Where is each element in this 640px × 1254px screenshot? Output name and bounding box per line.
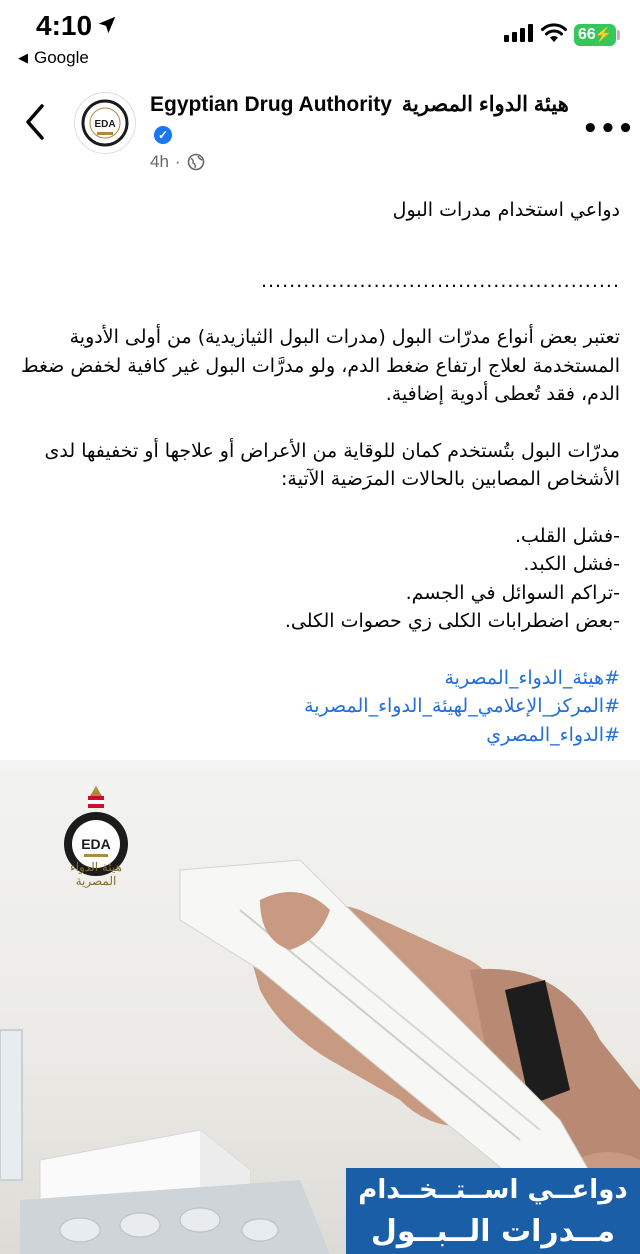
image-logo-text: EDA <box>81 836 111 852</box>
page-name-en: Egyptian Drug Authority <box>150 93 392 116</box>
eda-logo-icon <box>81 99 129 147</box>
battery-indicator <box>574 24 616 46</box>
page-avatar[interactable] <box>74 92 136 154</box>
page-name[interactable] <box>150 90 570 150</box>
back-to-app-link[interactable] <box>18 48 89 68</box>
status-time: 4:10 <box>36 10 93 41</box>
cellular-signal-icon <box>504 24 533 42</box>
post-image[interactable] <box>0 760 640 1254</box>
post-body <box>20 196 620 749</box>
hashtag-link[interactable]: #الدواء_المصري <box>486 723 620 746</box>
more-options-icon[interactable]: ••• <box>582 114 635 144</box>
battery-cap <box>617 30 620 40</box>
post-time[interactable]: 4h <box>150 152 169 171</box>
status-bar <box>0 0 640 67</box>
battery-level: 66 <box>578 26 596 43</box>
list-item: -فشل القلب. <box>515 524 620 547</box>
image-logo-caption: هيئة الدواء المصرية <box>70 860 122 888</box>
list-item: -تراكم السوائل في الجسم. <box>405 581 620 604</box>
post-separator: ................................................... <box>260 269 620 292</box>
list-item: -فشل الكبد. <box>523 553 620 575</box>
charging-bolt-icon: ⚡ <box>594 26 612 42</box>
verified-badge-icon: ✓ <box>154 126 172 144</box>
post-header <box>0 84 640 184</box>
banner-line-2: مــدرات الــبــول <box>370 1214 616 1249</box>
hashtag-link[interactable]: #هيئة_الدواء_المصرية <box>444 666 620 689</box>
post-title: دواعي استخدام مدرات البول <box>392 199 620 221</box>
back-triangle-icon: ◀ <box>18 50 28 65</box>
globe-icon <box>187 153 205 171</box>
hashtag-link[interactable]: #المركز_الإعلامي_لهيئة_الدواء_المصرية <box>304 695 620 717</box>
back-app-label: Google <box>34 48 89 67</box>
banner-line-1: دواعــي اســتــخــدام <box>358 1175 628 1205</box>
post-paragraph-2: مدرّات البول بتُستخدم كمان للوقاية من الأعراض أو علاجها أو تخفيفها لدى الأشخاص المصابين بالحالات المرَضية الآتية: <box>44 439 620 490</box>
back-chevron-icon[interactable] <box>22 102 48 142</box>
post-meta <box>150 152 205 172</box>
post-paragraph-1: تعتبر بعض أنواع مدرّات البول (مدرات البول الثيازيدية) من أولى الأدوية المستخدمة لعلاج ارتفاع ضغط الدم، ولو مدرَّات البول غير كافية لخفض ضغط الدم، فقد تُعطى أدوية إضافية. <box>20 326 620 405</box>
image-banner <box>346 1168 640 1254</box>
meta-separator: · <box>174 152 181 171</box>
page-name-ar: هيئة الدواء المصرية <box>401 93 569 116</box>
list-item: -بعض اضطرابات الكلى زي حصوات الكلى. <box>284 610 620 632</box>
location-arrow-icon <box>96 14 118 36</box>
avatar-logo-text: EDA <box>94 119 116 130</box>
wifi-icon <box>540 22 568 44</box>
